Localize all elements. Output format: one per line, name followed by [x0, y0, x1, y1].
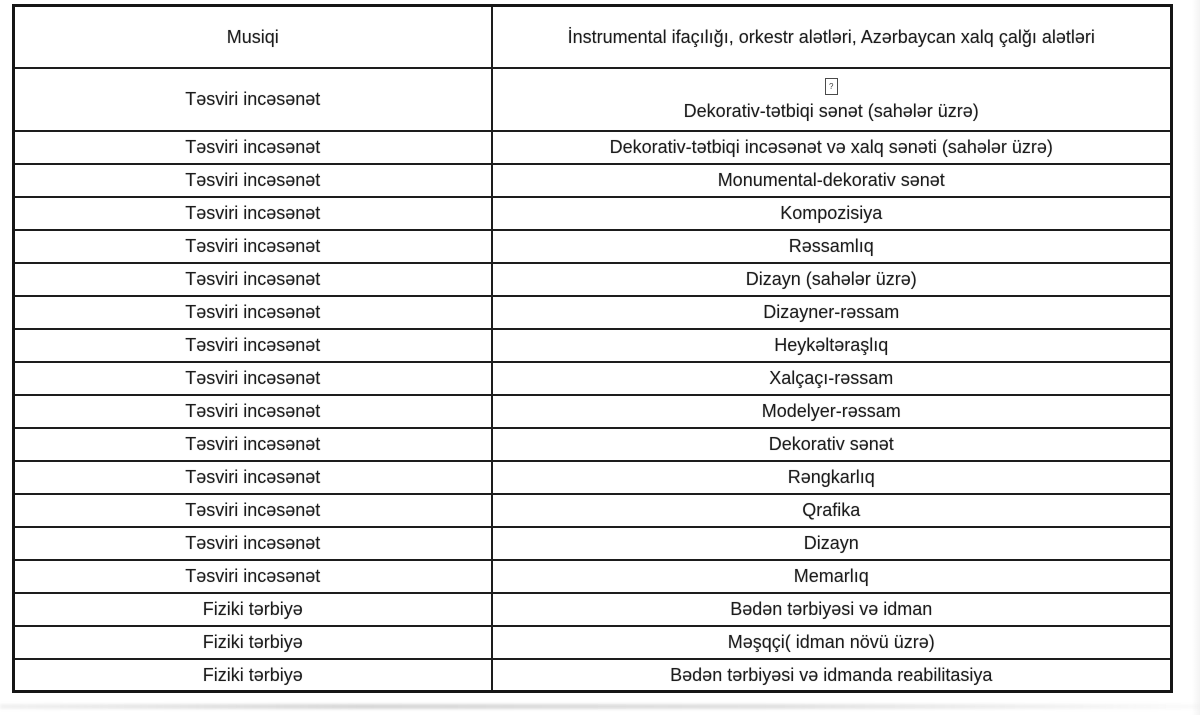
- table-row: [14, 164, 1172, 197]
- table-row: [14, 131, 1172, 164]
- category-cell: Təsviri incəsənət: [14, 461, 492, 494]
- category-cell: Təsviri incəsənət: [14, 395, 492, 428]
- table-row: [14, 296, 1172, 329]
- category-cell: Təsviri incəsənət: [14, 494, 492, 527]
- specialty-cell: Dekorativ-tətbiqi incəsənət və xalq sənəti (sahələr üzrə): [492, 131, 1172, 164]
- table-row: [14, 461, 1172, 494]
- category-cell: Fiziki tərbiyə: [14, 626, 492, 659]
- table-row: [14, 395, 1172, 428]
- specialty-cell: Monumental-dekorativ sənət: [492, 164, 1172, 197]
- category-cell: Fiziki tərbiyə: [14, 593, 492, 626]
- specialty-cell: Xalçaçı-rəssam: [492, 362, 1172, 395]
- category-cell: Musiqi: [14, 6, 492, 68]
- category-cell: Təsviri incəsənət: [14, 164, 492, 197]
- table-row: [14, 230, 1172, 263]
- table-row: [14, 197, 1172, 230]
- specialty-cell: Məşqçi( idman növü üzrə): [492, 626, 1172, 659]
- specialties-table-body: [14, 6, 1172, 692]
- category-cell: Təsviri incəsənət: [14, 560, 492, 593]
- table-row: [14, 626, 1172, 659]
- category-cell: Təsviri incəsənət: [14, 428, 492, 461]
- category-cell: Təsviri incəsənət: [14, 527, 492, 560]
- table-row: [14, 329, 1172, 362]
- category-cell: Təsviri incəsənət: [14, 131, 492, 164]
- table-row: [14, 659, 1172, 692]
- specialty-cell: Bədən tərbiyəsi və idmanda reabilitasiya: [492, 659, 1172, 692]
- category-cell: Təsviri incəsənət: [14, 263, 492, 296]
- specialty-cell: [492, 68, 1172, 131]
- scan-artifact-right: [1192, 0, 1200, 715]
- category-cell: Təsviri incəsənət: [14, 329, 492, 362]
- specialty-cell: Memarlıq: [492, 560, 1172, 593]
- specialty-cell: Qrafika: [492, 494, 1172, 527]
- missing-glyph-icon: ?: [825, 78, 838, 95]
- table-row: [14, 263, 1172, 296]
- category-cell: Təsviri incəsənət: [14, 362, 492, 395]
- category-cell: Təsviri incəsənət: [14, 296, 492, 329]
- specialty-cell: Dizayn: [492, 527, 1172, 560]
- specialty-cell: Dekorativ sənət: [492, 428, 1172, 461]
- specialty-cell: İnstrumental ifaçılığı, orkestr alətləri, Azərbaycan xalq çalğı alətləri: [492, 6, 1172, 68]
- category-cell: Təsviri incəsənət: [14, 68, 492, 131]
- specialty-cell: Dizayn (sahələr üzrə): [492, 263, 1172, 296]
- table-row: [14, 560, 1172, 593]
- specialty-cell: Kompozisiya: [492, 197, 1172, 230]
- specialty-cell: Rəssamlıq: [492, 230, 1172, 263]
- missing-glyph-line: [499, 74, 1165, 98]
- specialty-cell: Dizayner-rəssam: [492, 296, 1172, 329]
- table-row: [14, 6, 1172, 68]
- specialty-text: Dekorativ-tətbiqi sənət (sahələr üzrə): [683, 101, 979, 121]
- category-cell: Təsviri incəsənət: [14, 230, 492, 263]
- table-row: [14, 593, 1172, 626]
- specialty-cell: Rəngkarlıq: [492, 461, 1172, 494]
- table-row: [14, 428, 1172, 461]
- category-cell: Fiziki tərbiyə: [14, 659, 492, 692]
- scan-artifact-bottom: [0, 704, 1200, 709]
- specialty-cell: Bədən tərbiyəsi və idman: [492, 593, 1172, 626]
- table-row: [14, 527, 1172, 560]
- specialties-table: [12, 4, 1173, 693]
- table-row: [14, 494, 1172, 527]
- specialty-cell: Heykəltəraşlıq: [492, 329, 1172, 362]
- specialty-cell: Modelyer-rəssam: [492, 395, 1172, 428]
- table-row: [14, 362, 1172, 395]
- table-row: [14, 68, 1172, 131]
- category-cell: Təsviri incəsənət: [14, 197, 492, 230]
